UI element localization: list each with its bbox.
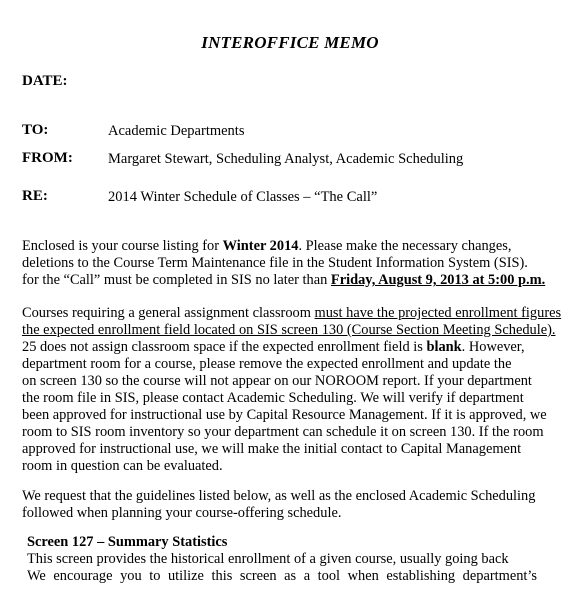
date-label: DATE: bbox=[22, 73, 68, 89]
paragraph-line: on screen 130 so the course will not appear on our NOROOM report. If your department bbox=[22, 373, 532, 389]
paragraph-line: deletions to the Course Term Maintenance file in the Student Information System (SIS). bbox=[22, 255, 528, 271]
memo-title: INTEROFFICE MEMO bbox=[201, 33, 379, 52]
paragraph-guidelines bbox=[22, 488, 562, 522]
requirement-underline: must have the projected enrollment figures bbox=[314, 305, 562, 321]
paragraph-line: the room file in SIS, please contact Academic Scheduling. We will verify if department bbox=[22, 390, 524, 406]
paragraph-line: been approved for instructional use by Capital Resource Management. If it is approved, we bbox=[22, 407, 547, 423]
paragraph-line: This screen provides the historical enrollment of a given course, usually going back bbox=[27, 551, 509, 567]
paragraph-line: We request that the guidelines listed below, as well as the enclosed Academic Scheduling bbox=[22, 488, 536, 504]
text-span: 25 does not assign classroom space if the expected enrollment field is bbox=[22, 339, 427, 355]
term-emphasis: Winter 2014 bbox=[222, 238, 299, 254]
paragraph-line: followed when planning your course-offering schedule. bbox=[22, 505, 342, 521]
paragraph-line bbox=[22, 272, 562, 289]
paragraph-line bbox=[22, 238, 562, 255]
paragraph-intro bbox=[22, 238, 562, 289]
blank-emphasis: blank bbox=[426, 339, 462, 355]
deadline-emphasis: Friday, August 9, 2013 at 5:00 p.m. bbox=[330, 272, 546, 288]
paragraph-line: room to SIS room inventory so your department can schedule it on screen 130. If the room bbox=[22, 424, 544, 440]
paragraph-line: approved for instructional use, we will make the initial contact to Capital Management bbox=[22, 441, 522, 457]
text-span: for the “Call” must be completed in SIS no later than bbox=[22, 272, 331, 288]
paragraph-line: department room for a course, please remove the expected enrollment and update the bbox=[22, 356, 512, 372]
to-value: Academic Departments bbox=[108, 123, 245, 139]
re-label: RE: bbox=[22, 188, 48, 204]
text-span: . However, bbox=[461, 339, 525, 355]
paragraph-line bbox=[22, 339, 562, 356]
to-label: TO: bbox=[22, 122, 49, 138]
paragraph-classroom bbox=[22, 305, 562, 475]
from-value: Margaret Stewart, Scheduling Analyst, Academic Scheduling bbox=[108, 151, 464, 167]
paragraph-line: room in question can be evaluated. bbox=[22, 458, 223, 474]
text-span: Courses requiring a general assignment classroom bbox=[22, 305, 315, 321]
paragraph-line bbox=[22, 305, 562, 322]
paragraph-line: the expected enrollment field located on SIS screen 130 (Course Section Meeting Schedule). bbox=[22, 322, 556, 338]
paragraph-line: We encourage you to utilize this screen as a tool when establishing department’s bbox=[27, 568, 537, 584]
screen-127-heading: Screen 127 – Summary Statistics bbox=[27, 534, 228, 550]
text-span: Enclosed is your course listing for bbox=[22, 238, 223, 254]
from-label: FROM: bbox=[22, 150, 73, 166]
re-value: 2014 Winter Schedule of Classes – “The Call” bbox=[108, 189, 378, 205]
text-span: . Please make the necessary changes, bbox=[298, 238, 512, 254]
screen-127-body bbox=[27, 551, 537, 585]
